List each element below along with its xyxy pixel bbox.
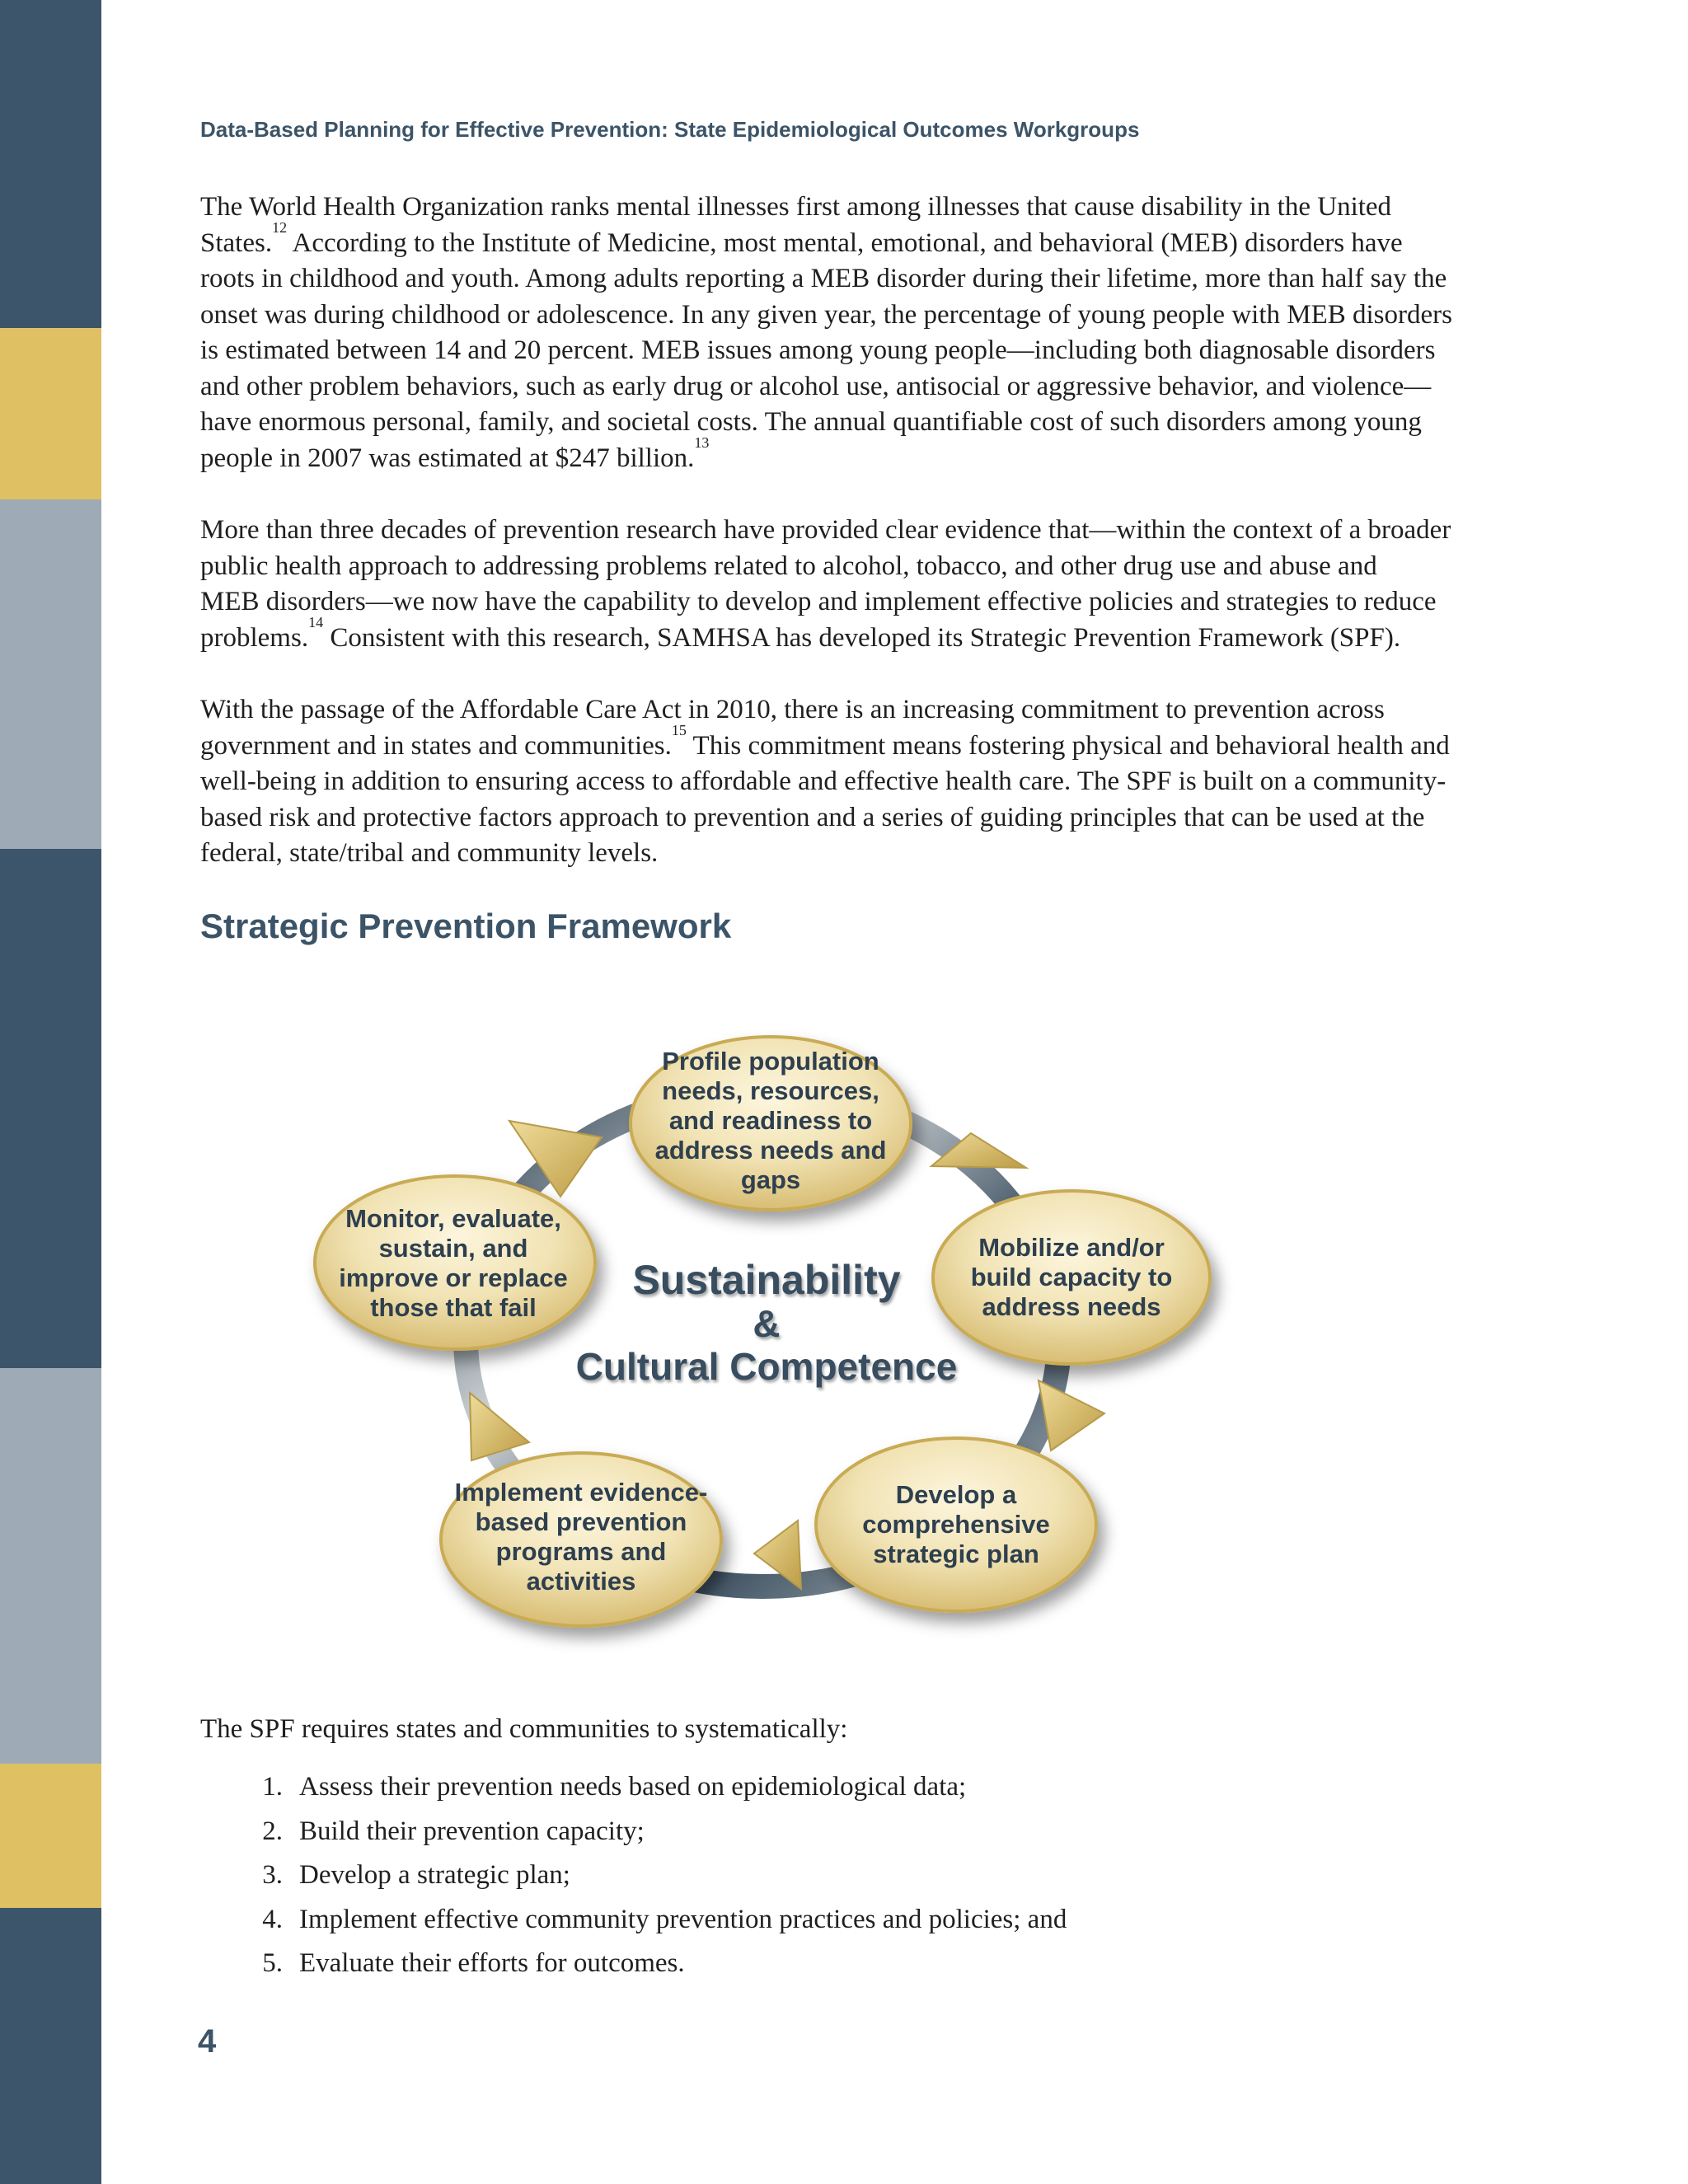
center-title [552, 1257, 981, 1389]
cycle-arrow-2 [1039, 1380, 1104, 1451]
running-header: Data-Based Planning for Effective Prevention: State Epidemiological Outcomes Workgroups [200, 117, 1140, 142]
sidebar-band-navy [0, 0, 101, 328]
list-item: 2. Build their prevention capacity; [262, 1816, 645, 1846]
spf-steps-list [200, 1772, 1067, 1993]
sidebar-band-gray [0, 499, 101, 849]
spf-cycle-diagram [297, 1005, 1269, 1681]
footnote-ref: 12 [272, 218, 288, 236]
body-paragraph-1: The World Health Organization ranks mental illnesses first among illnesses that cause disability in the United States.$^{12}$ According to the Institute of Medicine, most mental, emotional, and behavioral (MEB) disorders have roots in childhood and youth. Among adults reporting a MEB disorder during their lifetime, more than half say the onset was during childhood or adolescence. In any given year, the percentage of young people with MEB disorders is estimated between 14 and 20 percent. MEB issues among young people—including both diagnosable disorders and other problem behaviors, such as early drug or alcohol use, antisocial or aggressive behavior, and violence— have enormous personal, family, and societal costs. The annual quantifiable cost of such disorders among young people in 2007 was estimated at $247 billion.$^{13}$ [200, 192, 1452, 473]
body-paragraph-3: With the passage of the Affordable Care Act in 2010, there is an increasing commitment to prevention across government and in states and communities.$^{15}$ This commitment means fostering physical and behavioral health and well-being in addition to ensuring access to affordable and effective health care. The SPF is built on a community- based risk and protective factors approach to prevention and a series of guiding principles that can be used at the federal, state/tribal and community levels. [200, 695, 1450, 868]
step-label-profile: Profile population needs, resources, and readiness to address needs and gaps [654, 1047, 887, 1194]
sidebar-band-gold [0, 1764, 101, 1908]
list-intro: The SPF requires states and communities to systematically: [200, 1714, 848, 1744]
footnote-ref: 15 [671, 721, 687, 738]
step-label-implement: Implement evidence-based prevention programs and activities [454, 1478, 708, 1596]
section-title: Strategic Prevention Framework [200, 907, 732, 945]
sidebar-band-navy [0, 849, 101, 1368]
center-title-line-1: Sustainability [632, 1257, 901, 1303]
step-label-mobilize: Mobilize and/or build capacity to address needs [970, 1233, 1173, 1321]
center-title-line-2: & [753, 1302, 781, 1345]
body-paragraph-2: More than three decades of prevention research have provided clear evidence that—within the context of a broader public health approach to addressing problems related to alcohol, tobacco, and other drug use and abuse and MEB disorders—we now have the capability to develop and implement effective policies and strategies to reduce problems.$^{14}$ Consistent with this research, SAMHSA has developed its Strategic Prevention Framework (SPF). [200, 515, 1451, 653]
sidebar-band-gray [0, 1368, 101, 1764]
step-label-monitor: Monitor, evaluate, sustain, and improve or replace those that fail [339, 1203, 568, 1322]
step-label-plan: Develop a comprehensive strategic plan [862, 1480, 1050, 1568]
cycle-arrow-4 [470, 1393, 529, 1460]
sidebar-band-navy [0, 1908, 101, 2184]
list-item: 4. Implement effective community prevention practices and policies; and [262, 1904, 1067, 1934]
footnote-ref: 14 [308, 613, 324, 630]
footnote-ref: 13 [694, 434, 710, 451]
page-number: 4 [198, 2023, 217, 2060]
sidebar-color-bands [0, 0, 101, 2184]
center-title-line-3: Cultural Competence [575, 1345, 958, 1388]
list-item: 1. Assess their prevention needs based on epidemiological data; [262, 1772, 967, 1802]
sidebar-band-gold [0, 328, 101, 499]
list-item: 5. Evaluate their efforts for outcomes. [262, 1948, 685, 1978]
list-item: 3. Develop a strategic plan; [262, 1860, 570, 1890]
